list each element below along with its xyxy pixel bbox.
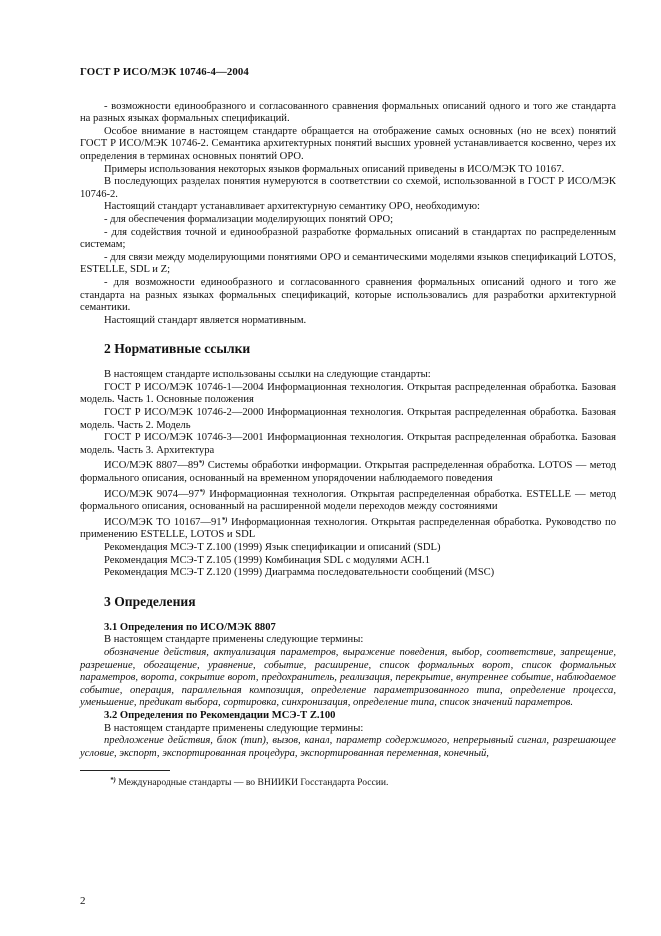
paragraph: Примеры использования некоторых языков формальных описаний приведены в ИСО/МЭК ТО 10167. xyxy=(104,163,565,175)
reference-code: ИСО/МЭК ТО 10167—91 xyxy=(104,516,222,528)
paragraph: Настоящий стандарт является нормативным. xyxy=(104,314,307,326)
section-heading-3: 3 Определения xyxy=(104,593,196,609)
footnote-marker: *) xyxy=(110,776,116,785)
subsection-heading-3-2: 3.2 Определения по Рекомендации МСЭ-Т Z.100 xyxy=(104,709,336,721)
reference-item: Рекомендация МСЭ-Т Z.120 (1999) Диаграмма последовательности сообщений (MSC) xyxy=(104,567,495,579)
reference-item: Рекомендация МСЭ-Т Z.100 (1999) Язык спецификации и описаний (SDL) xyxy=(104,542,441,553)
paragraph: В настоящем стандарте использованы ссылки на следующие стандарты: xyxy=(104,369,431,381)
subsection-heading-3-1: 3.1 Определения по ИСО/МЭК 8807 xyxy=(104,621,276,633)
reference-title: Информационная технология. Открытая распределенная обработка. ESTELLE — метод формального описания, основанный на расширенной модели переходов между состояниями xyxy=(80,488,616,513)
footnote-marker: *) xyxy=(199,487,206,496)
footnote-marker: *) xyxy=(221,515,228,524)
paragraph: - возможности единообразного и согласованного сравнения формальных описаний одного и того же стандарта на разных языках формальных спецификаций. xyxy=(80,100,616,125)
paragraph: Настоящий стандарт устанавливает архитектурную семантику ОРО, необходимую: xyxy=(104,201,480,213)
footnote xyxy=(80,775,616,788)
paragraph: В последующих разделах понятия нумеруются в соответствии со схемой, использованной в ГОСТ Р ИСО/МЭК 10746-2. xyxy=(80,176,616,200)
reference-title: Информационная технология. Открытая распределенная обработка. Руководство по применению ESTELLE, LOTOS и SDL xyxy=(80,516,616,541)
reference-item: Рекомендация МСЭ-Т Z.105 (1999) Комбинация SDL с модулями АСН.1 xyxy=(104,554,430,566)
list-item: - для связи между моделирующими понятиями ОРО и семантическими моделями языков спецификаций LOTOS, ESTELLE, SDL и Z; xyxy=(80,251,616,276)
list-item: - для обеспечения формализации моделирующих понятий ОРО; xyxy=(104,213,394,225)
reference-item xyxy=(80,486,616,514)
reference-title: Системы обработки информации. Открытая распределенная обработка. LOTOS — метод формального описания, основанный на временном упорядочении наблюдаемого поведения xyxy=(80,460,616,485)
paragraph: В настоящем стандарте применены следующие термины: xyxy=(104,634,364,646)
list-item: - для содействия точной и единообразной разработке формальных описаний в стандартах по распределенным системам; xyxy=(80,226,616,251)
reference-item xyxy=(80,457,616,485)
reference-item: ГОСТ Р ИСО/МЭК 10746-2—2000 Информационная технология. Открытая распределенная обработка. Базовая модель. Часть 2. Модель xyxy=(80,407,616,431)
term-list: обозначение действия, актуализация параметров, выражение поведения, выбор, соответствие, запрещение, разрешение, обогащение, уравнение, событие, расширение, список формальных ворот, список формальных параметров, ворота, сокрытие ворот, предохранитель, реализация, перекрытие, внутреннее событие, наблюдаемое событие, операция, параллельная композиция, определение параметризованного типа, определение процесса, уменьшение, предикат выбора, сортировка, синхронизация, определение типа, список значений параметров. xyxy=(80,646,616,709)
list-item: - для возможности единообразного и согласованного сравнения формальных описаний одного и того же стандарта на разных языках формальных спецификаций, которые использовались для разработки архитектурной семантики. xyxy=(80,276,616,314)
footnote-marker: *) xyxy=(198,459,205,468)
page-number: 2 xyxy=(80,895,86,907)
reference-item: ГОСТ Р ИСО/МЭК 10746-1—2004 Информационная технология. Открытая распределенная обработка. Базовая модель. Часть 1. Основные положения xyxy=(80,381,616,406)
reference-item: ГОСТ Р ИСО/МЭК 10746-3—2001 Информационная технология. Открытая распределенная обработка. Базовая модель. Часть 3. Архитектура xyxy=(80,432,616,456)
section-heading-2: 2 Нормативные ссылки xyxy=(104,341,251,357)
footnote-divider xyxy=(80,770,170,771)
reference-code: ИСО/МЭК 8807—89 xyxy=(104,460,199,472)
reference-code: ИСО/МЭК 9074—97 xyxy=(104,488,200,500)
paragraph: Особое внимание в настоящем стандарте обращается на отображение самых основных (но не всех) понятий ГОСТ Р ИСО/МЭК 10746-2. Семантика архитектурных понятий высших уровней устанавливается косвенно, через их определения в терминах основных понятий ОРО. xyxy=(80,125,616,162)
reference-item xyxy=(80,514,616,542)
term-list: предложение действия, блок (тип), вызов, канал, параметр содержимого, непрерывный сигнал, разрешающее условие, экспорт, экспортированная процедура, экспортированная переменная, конечный, xyxy=(80,735,616,759)
paragraph: В настоящем стандарте применены следующие термины: xyxy=(104,722,364,734)
document-header: ГОСТ Р ИСО/МЭК 10746-4—2004 xyxy=(80,66,249,78)
footnote-text: Международные стандарты — во ВНИИКИ Госстандарта России. xyxy=(115,777,389,789)
